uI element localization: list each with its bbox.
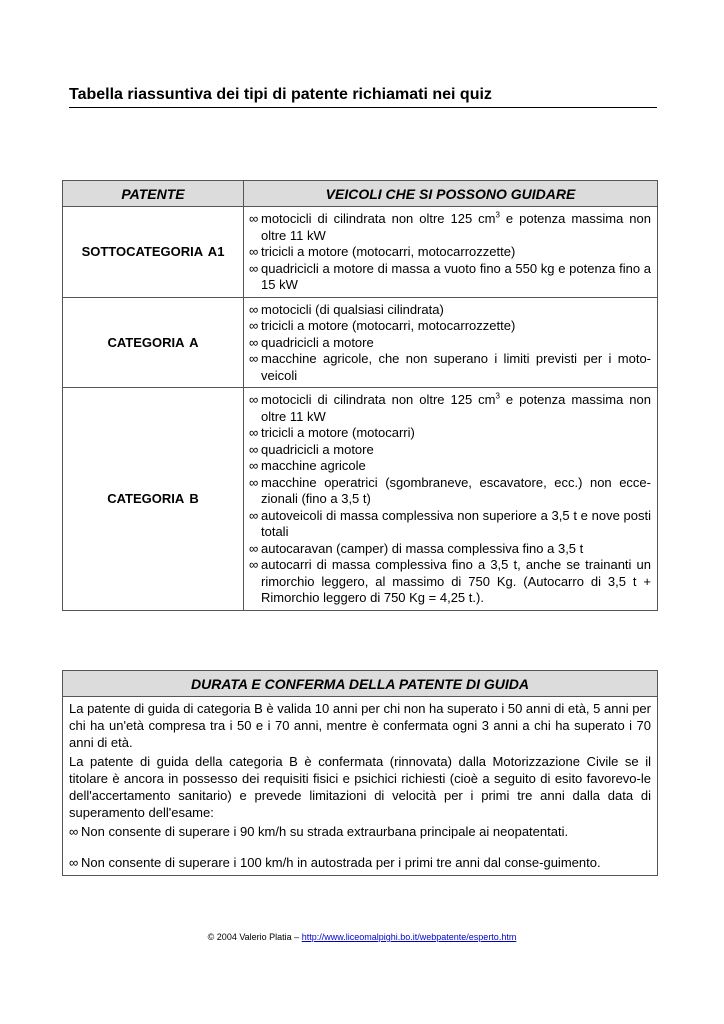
paragraph: La patente di guida della categoria B è confermata (rinnovata) dalla Motorizzazione Civile se il titolare è ancora in possesso dei requisiti fisici e psichici richiesti (cioè a seguito di esito favorevo-le dell'accertamento sanitario) e prevede limitazioni di velocità per i primi tre anni dalla data di superamento dell'esame: bbox=[69, 754, 651, 820]
vehicles-cell bbox=[244, 388, 658, 611]
vehicle-list bbox=[249, 211, 651, 294]
list-item: ∞ quadricicli a motore di massa a vuoto fino a 550 kg e potenza fino a 15 kW bbox=[249, 260, 651, 292]
bullet-icon: ∞ bbox=[249, 334, 259, 350]
footer-link[interactable]: http://www.liceomalpighi.bo.it/webpatente/esperto.htm bbox=[301, 932, 517, 942]
copyright-text: © 2004 Valerio Platia – bbox=[207, 932, 302, 942]
bullet-icon: ∞ bbox=[249, 211, 259, 226]
bullet-icon: ∞ bbox=[249, 318, 259, 333]
validity-table bbox=[62, 670, 658, 876]
table-row bbox=[63, 297, 658, 388]
vehicles-cell bbox=[244, 297, 658, 388]
limits-list bbox=[69, 823, 651, 871]
list-item: ∞ autoveicoli di massa complessiva non superiore a 3,5 t e nove posti totali bbox=[249, 507, 651, 539]
list-item: ∞ quadricicli a motore bbox=[249, 334, 374, 350]
bullet-icon: ∞ bbox=[249, 458, 259, 473]
bullet-icon: ∞ bbox=[249, 260, 259, 276]
list-item: ∞ tricicli a motore (motocarri) bbox=[249, 425, 415, 440]
list-item: ∞ Non consente di superare i 90 km/h su strada extraurbana principale ai neopatentati. bbox=[69, 824, 569, 839]
list-item: ∞ Non consente di superare i 100 km/h in autostrada per i primi tre anni dal conse-guimento. bbox=[69, 855, 601, 870]
bullet-icon: ∞ bbox=[249, 540, 259, 556]
list-item: ∞ macchine agricole bbox=[249, 458, 366, 473]
category-cell: CATEGORIA A bbox=[63, 297, 244, 388]
list-item: ∞ tricicli a motore (motocarri, motocarrozzette) bbox=[249, 318, 516, 333]
list-item: ∞ macchine operatrici (sgombraneve, escavatore, ecc.) non ecce-zionali (fino a 3,5 t) bbox=[249, 474, 651, 506]
list-item: ∞ quadricicli a motore bbox=[249, 441, 374, 457]
bullet-icon: ∞ bbox=[249, 507, 259, 523]
bullet-icon: ∞ bbox=[249, 351, 259, 366]
bullet-icon: ∞ bbox=[249, 392, 259, 407]
list-item: ∞ autocarri di massa complessiva fino a 3,5 t, anche se trainanti un rimorchio leggero, al massimo di 750 Kg. (Autocarro di 3,5 t + Rimorchio leggero di 750 Kg = 4,25 t.). bbox=[249, 557, 651, 605]
paragraph: La patente di guida di categoria B è valida 10 anni per chi non ha superato i 50 anni di età, 5 anni per chi ha un'età compresa tra i 50 e i 70 anni, mentre è confermata ogni 3 anni a chi ha superato i 70 anni di età. bbox=[69, 701, 651, 750]
table-header-row bbox=[63, 181, 658, 207]
list-item: ∞ autocaravan (camper) di massa complessiva fino a 3,5 t bbox=[249, 540, 584, 556]
bullet-icon: ∞ bbox=[249, 425, 259, 440]
table-row bbox=[63, 207, 658, 298]
vehicle-list bbox=[249, 392, 651, 607]
bullet-icon: ∞ bbox=[69, 824, 79, 839]
table-header-row bbox=[63, 671, 658, 697]
bullet-icon: ∞ bbox=[249, 441, 259, 457]
bullet-icon: ∞ bbox=[249, 557, 259, 572]
list-item: ∞ motocicli di cilindrata non oltre 125 $cm^3$ e potenza massima non oltre 11 kW bbox=[249, 210, 651, 243]
bullet-icon: ∞ bbox=[69, 855, 79, 870]
footer bbox=[0, 932, 724, 942]
category-cell: CATEGORIA B bbox=[63, 388, 244, 611]
bullet-icon: ∞ bbox=[249, 244, 259, 259]
header-durata: DURATA E CONFERMA DELLA PATENTE DI GUIDA bbox=[63, 671, 658, 697]
table-row bbox=[63, 388, 658, 611]
header-veicoli: VEICOLI CHE SI POSSONO GUIDARE bbox=[244, 181, 658, 207]
table-row bbox=[63, 697, 658, 876]
list-item: ∞ motocicli di cilindrata non oltre 125 $cm^3$ e potenza massima non oltre 11 kW bbox=[249, 391, 651, 424]
page-title: Tabella riassuntiva dei tipi di patente richiamati nei quiz bbox=[69, 86, 657, 108]
bullet-icon: ∞ bbox=[249, 474, 259, 490]
list-item: ∞ tricicli a motore (motocarri, motocarrozzette) bbox=[249, 244, 516, 259]
list-item: ∞ macchine agricole, che non superano i limiti previsti per i moto-veicoli bbox=[249, 351, 651, 383]
header-patente: PATENTE bbox=[63, 181, 244, 207]
vehicle-list bbox=[249, 302, 651, 385]
vehicles-cell bbox=[244, 207, 658, 298]
list-item: ∞ motocicli (di qualsiasi cilindrata) bbox=[249, 301, 444, 317]
category-cell: SOTTOCATEGORIA A1 bbox=[63, 207, 244, 298]
bullet-icon: ∞ bbox=[249, 301, 259, 317]
license-types-table bbox=[62, 180, 658, 611]
validity-cell bbox=[63, 697, 658, 876]
